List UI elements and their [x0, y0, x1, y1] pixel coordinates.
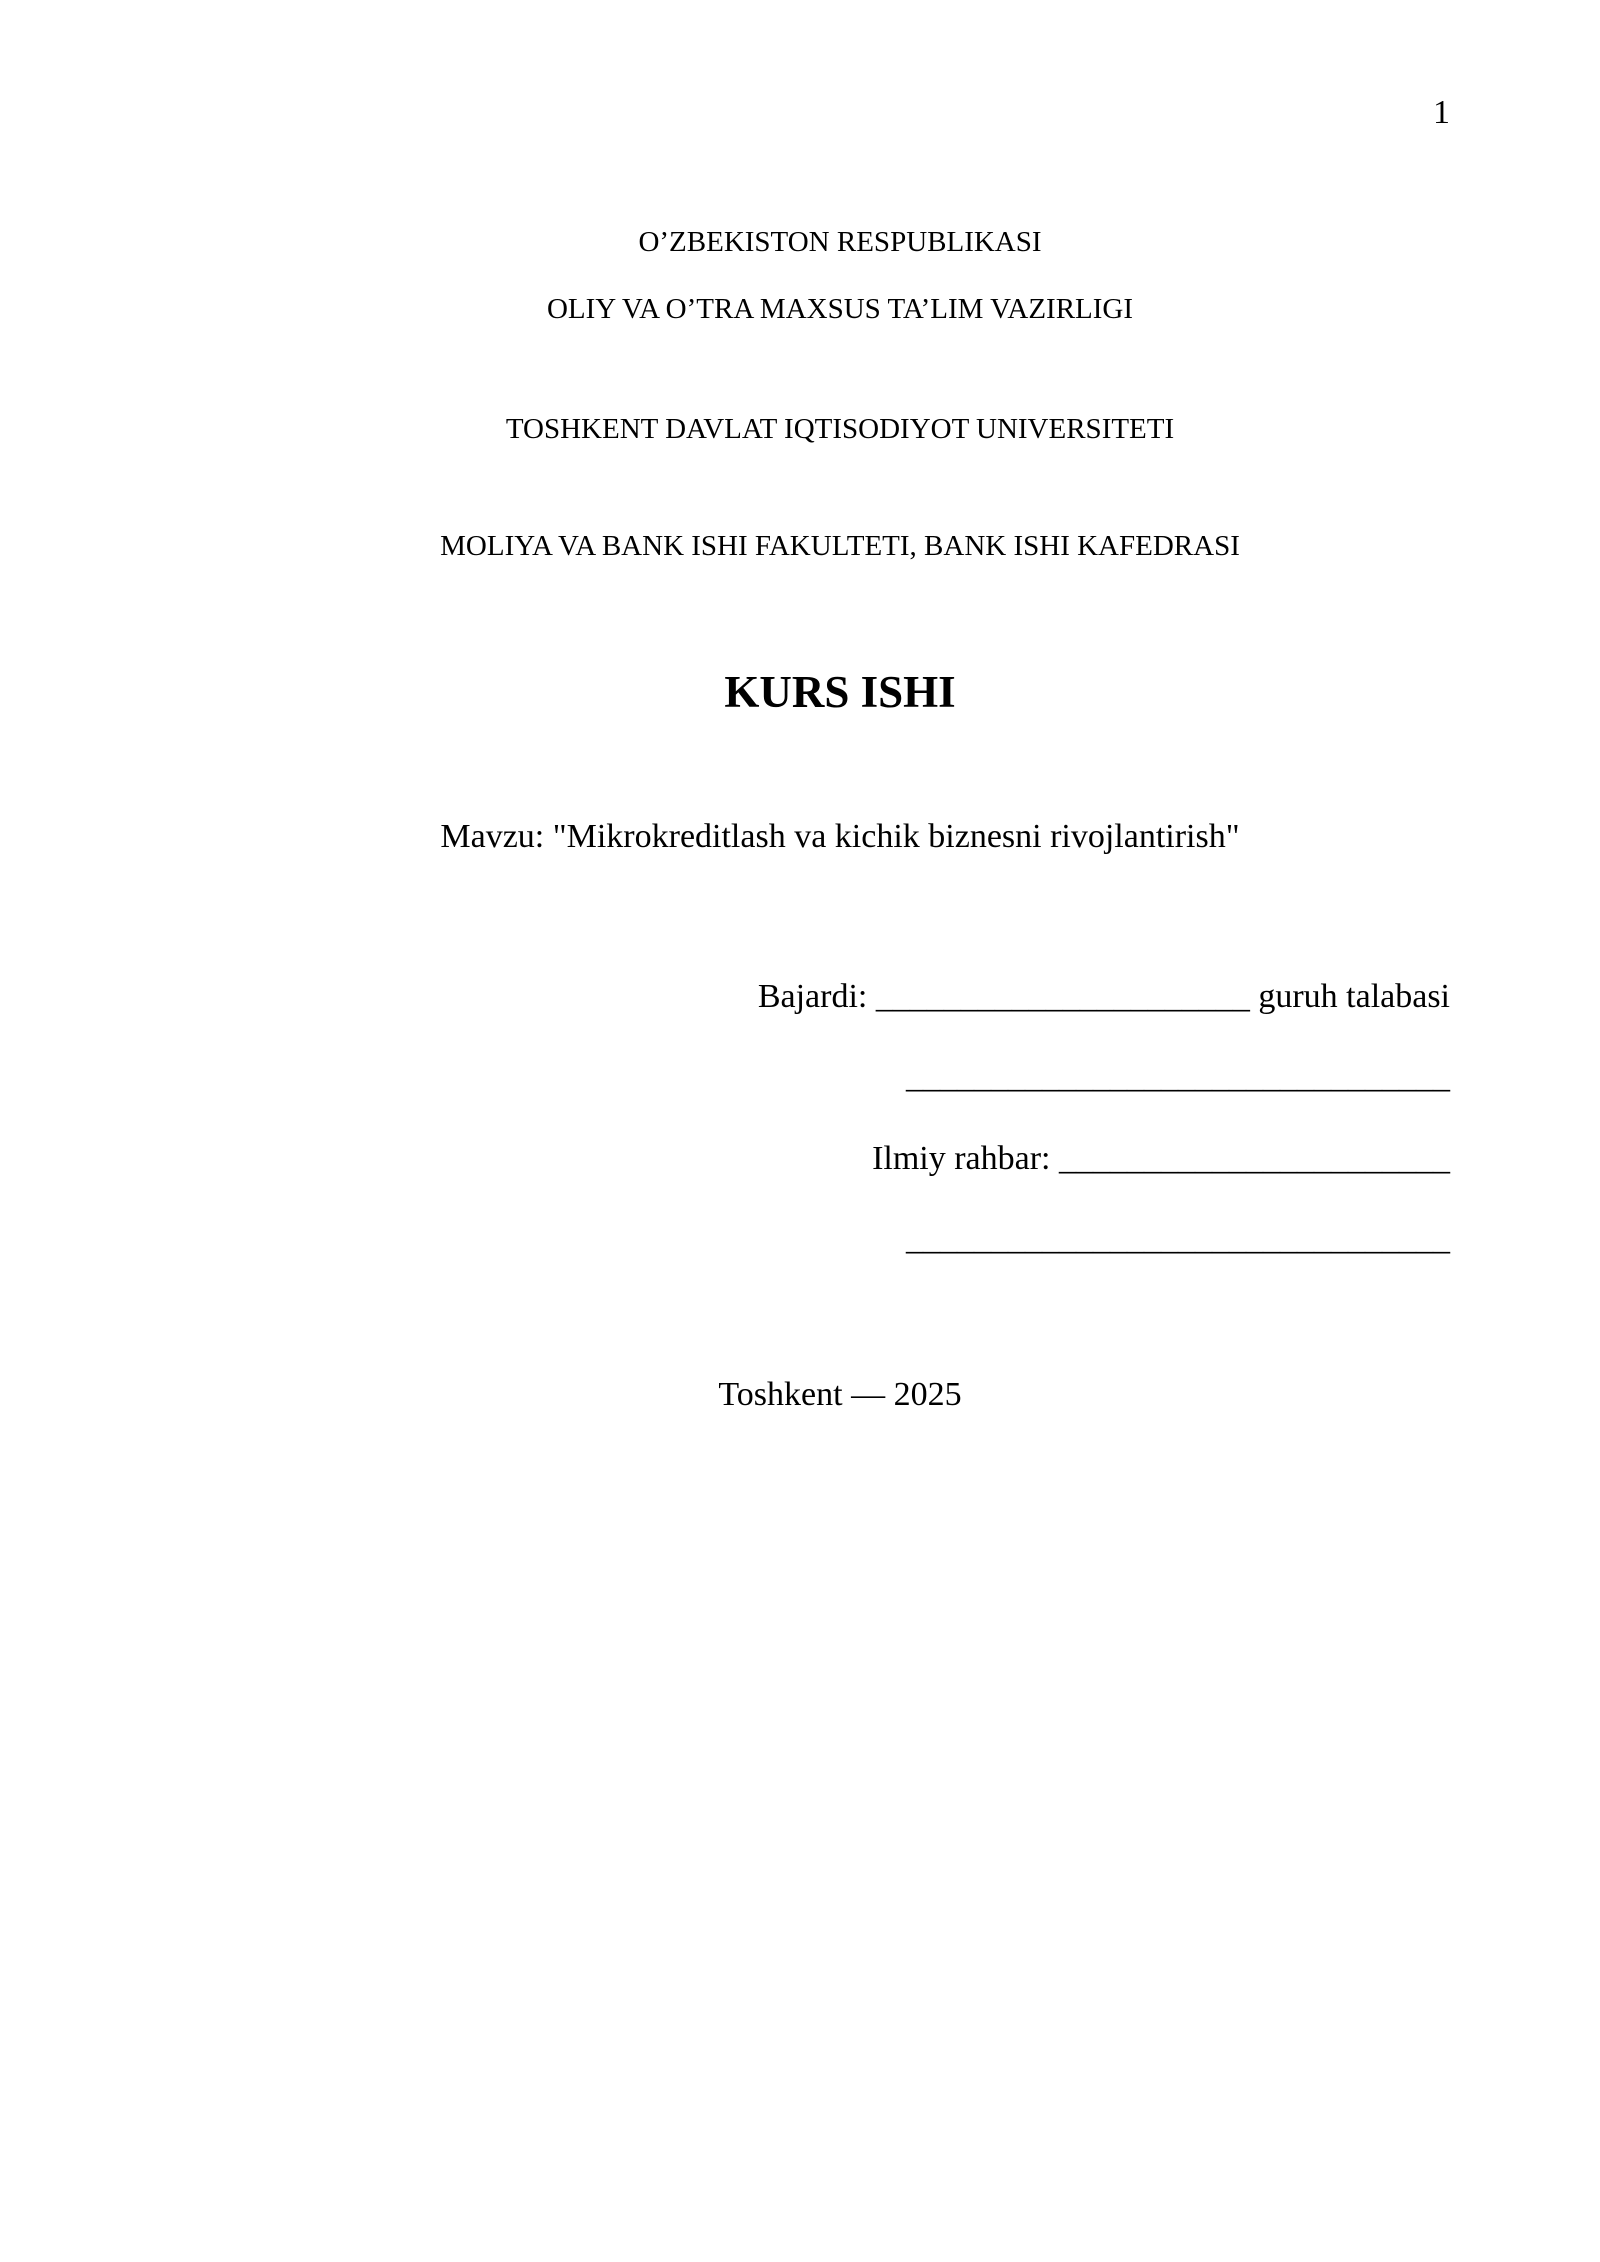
performer-line: Bajardi: ______________________ guruh talabasi [757, 978, 1450, 1015]
ministry-name: OLIY VA O’TRA MAXSUS TA’LIM VAZIRLIGI [546, 293, 1134, 325]
supervisor-line: Ilmiy rahbar: _______________________ [872, 1140, 1450, 1177]
faculty-name: MOLIYA VA BANK ISHI FAKULTETI, BANK ISHI KAFEDRASI [440, 530, 1240, 562]
supervisor-name-blank: ________________________________ [906, 1220, 1450, 1257]
document-title: KURS ISHI [724, 667, 956, 717]
page-number: 1 [1433, 94, 1450, 131]
university-name: TOSHKENT DAVLAT IQTISODIYOT UNIVERSITETI [505, 413, 1175, 445]
city-year: Toshkent — 2025 [718, 1376, 962, 1413]
country-name: O’ZBEKISTON RESPUBLIKASI [638, 226, 1042, 258]
performer-name-blank: ________________________________ [906, 1058, 1450, 1095]
topic-line: Mavzu: "Mikrokreditlash va kichik biznesni rivojlantirish" [440, 818, 1240, 855]
